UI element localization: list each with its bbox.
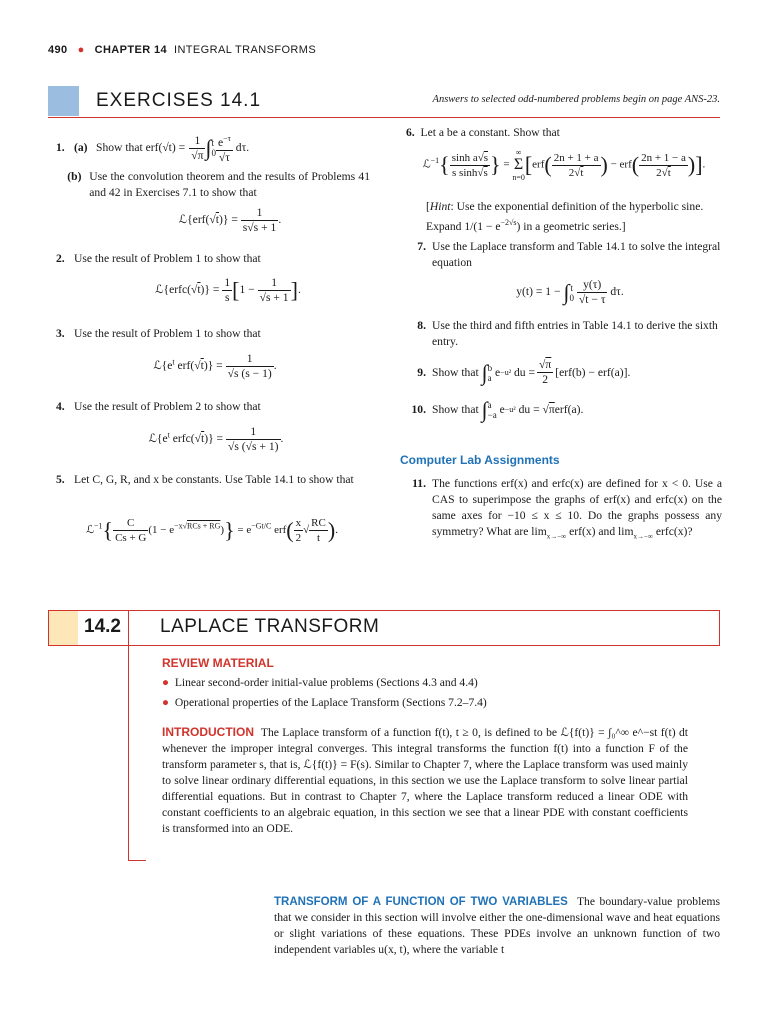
- chapter-label: CHAPTER 14: [94, 44, 168, 56]
- section-foot-rule: [128, 860, 146, 861]
- problem-2: [56, 251, 370, 267]
- subsection-text: The boundary-value problems that we consider in this section will involve either the one-dimensional wave and heat equations or slight variations of these equations. These PDEs involve an unknown function of two independent variables u(x, t), where the variable t: [274, 895, 721, 956]
- running-head: [48, 44, 316, 56]
- problem-number: 9.: [417, 365, 426, 379]
- problem-number: 3.: [56, 327, 65, 340]
- problem-text: Use the result of Problem 2 to show that: [74, 400, 261, 413]
- subsection-heading: TRANSFORM OF A FUNCTION OF TWO VARIABLES: [274, 896, 568, 908]
- equation: ℒ{erf(√t)} = $\frac{1}{s√s + 1}$ .: [178, 206, 282, 234]
- problem-11: [400, 476, 722, 544]
- problem-text: Use the convolution theorem and the results of Problems 41 and 42 in Exercises 7.1 to show that: [89, 169, 370, 199]
- review-item: Linear second-order initial-value problems (Sections 4.3 and 4.4): [174, 676, 478, 689]
- problem-number: 7.: [417, 240, 426, 253]
- bullet-icon: ●: [162, 696, 170, 709]
- problem-text: Show that erf(√t) =: [96, 141, 186, 155]
- problem-4: [56, 399, 370, 415]
- problem-number: 4.: [56, 400, 65, 413]
- chapter-title: INTEGRAL TRANSFORMS: [174, 44, 317, 56]
- lab-heading: Computer Lab Assignments: [400, 453, 560, 467]
- problem-text: erfc(x)?: [652, 525, 693, 538]
- equation: $ℒ\{e^t$ erf(√t)} = $\frac{1}{√s (s - 1)}$ .: [153, 352, 277, 380]
- problem-text: Use the third and fifth entries in Table 14.1 to derive the sixth entry.: [432, 319, 718, 348]
- equation: $\frac{1}{√\pi}$: [191, 133, 204, 162]
- problem-7: [400, 239, 722, 271]
- problem-text: Let C, G, R, and x be constants. Use Table 14.1 to show that: [74, 473, 354, 486]
- answers-note: Answers to selected odd-numbered problems begin on page ANS-23.: [432, 94, 720, 105]
- part-label: (a): [74, 141, 88, 155]
- exercises-rule: [48, 117, 720, 118]
- problem-number: 1.: [56, 141, 65, 155]
- part-label: (b): [67, 169, 82, 183]
- section-divider: [128, 610, 129, 646]
- bullet-icon: ●: [162, 676, 170, 689]
- problem-6: [400, 125, 722, 141]
- problem-number: 6.: [406, 126, 415, 139]
- equation: ℒ{erfc(√t)} = $\frac{1}{s}$ [1 − $\frac{1}{√s + 1}$ ].: [155, 276, 301, 304]
- problem-5: [56, 472, 370, 488]
- exercises-color-box: [48, 86, 79, 116]
- problem-text: Use the result of Problem 1 to show that: [74, 327, 261, 340]
- problem-number: 8.: [417, 319, 426, 332]
- problem-text: Use the Laplace transform and Table 14.1 to solve the integral equation: [432, 240, 721, 269]
- equation: ℒ$^{-1}${ $\frac{\text{sinh a√s}}{\text{s sinh√s}}$ } = ∞ Σ n=0 [erf( $\frac{2n + 1 + a}{2√t}$ ) − erf( $\frac{2n + 1 - a}{2√t}$ )].: [422, 148, 706, 182]
- section-number: 14.2: [84, 616, 121, 637]
- hint-text: : Use the exponential definition of the hyperbolic sine. Expand 1/(1 − e: [426, 200, 704, 233]
- problem-10: 10. Show that ∫ a −a e −u² du = √ π erf(a).: [400, 400, 722, 420]
- section-title: LAPLACE TRANSFORM: [160, 616, 380, 637]
- problem-text: erf(x) and lim: [566, 525, 634, 538]
- problem-8: [400, 318, 722, 350]
- exercises-title: EXERCISES 14.1: [96, 90, 262, 111]
- problem-text: Show that: [432, 365, 479, 379]
- problem-9: 9. Show that ∫ b a e −u² du = $\frac{√\pi}{2}$ [erf(b) − erf(a)].: [400, 358, 722, 387]
- problem-text: Let a be a constant. Show that: [420, 126, 560, 139]
- problem-3: [56, 326, 370, 342]
- problem-number: 11.: [412, 477, 426, 490]
- bullet-icon: ●: [77, 44, 85, 56]
- hint-text-end: ) in a geometric series.]: [516, 219, 626, 233]
- hint-label: Hint: [429, 200, 451, 213]
- page-number: 490: [48, 44, 68, 56]
- subsection-transform: [274, 894, 720, 958]
- problem-6-hint: [Hint: Use the exponential definition of the hyperbolic sine. Expand $1/(1 - e^{-2√s})$ in a geometric series.]: [426, 200, 704, 233]
- problem-number: 5.: [56, 473, 65, 486]
- limit-subscript: x→−∞: [633, 532, 653, 541]
- hint-superscript: −2√s: [500, 218, 517, 227]
- intro-text: ℒ{f(t)} = ∫₀^∞ e^−st f(t) dt whenever the improper integral converges. This integral transforms the function f(t) into a function F of the transform parameter s, that is, ℒ{f(t)} = F(s). Similar to Chapter 7, where the Laplace transform was used mainly to solve linear ordinary differential equations, in this section we use the Laplace transform to solve linear partial differential equations. But in contrast to Chapter 7, where the Laplace transform reduced a linear ODE with constant coefficients to an algebraic equation, in this section we see that a linear PDE with constant coefficients is transformed into an ODE.: [162, 726, 689, 835]
- section-frame: [48, 610, 720, 646]
- review-heading: REVIEW MATERIAL: [162, 656, 274, 670]
- section-side-rule: [128, 646, 129, 860]
- problem-text: Show that: [432, 403, 479, 416]
- problem-1: 1. (a) Show that erf(√t) = $\frac{1}{√\pi}$ ∫ t 0 $\frac{e^{-\tau}}{√\tau}$ dτ. (b) Use the convolution theorem and the results of Problems 41 and 42 in Exercises 7.1 to show that: [56, 133, 370, 199]
- intro-heading: INTRODUCTION: [162, 725, 254, 739]
- intro-text: The Laplace transform of a function f(t), t ≥ 0, is defined to be: [260, 726, 558, 739]
- review-list: [162, 675, 722, 711]
- equation: $ℒ\{e^t$ erfc(√t)} = $\frac{1}{√s (√s + 1)}$ .: [148, 425, 284, 453]
- problem-number: 10.: [411, 403, 426, 416]
- problem-number: 2.: [56, 252, 65, 265]
- problem-text: Use the result of Problem 1 to show that: [74, 252, 261, 265]
- problem-text: The functions erf(x) and erfc(x) are defined for x < 0. Use a CAS to superimpose the graphs of erf(x) and erfc(x) on the same axes for −10 ≤ x ≤ 10. Do the graphs possess any symmetry? What are lim: [432, 477, 722, 538]
- limit-subscript: x→−∞: [546, 532, 567, 541]
- introduction: [162, 724, 688, 837]
- equation: y(t) = 1 − ∫ t 0 $\frac{y(\tau)}{√t - \tau}$ dτ.: [516, 278, 624, 306]
- review-item: Operational properties of the Laplace Transform (Sections 7.2–7.4): [174, 696, 487, 709]
- equation: ℒ$^{-1}${ $\frac{C}{Cs + G}$ $(1 - e^{-x√RCs + RG})\} = e^{-Gt/C}$ erf( $\frac{x}{2}$ √ $\frac{RC}{t}$ ).: [86, 517, 338, 544]
